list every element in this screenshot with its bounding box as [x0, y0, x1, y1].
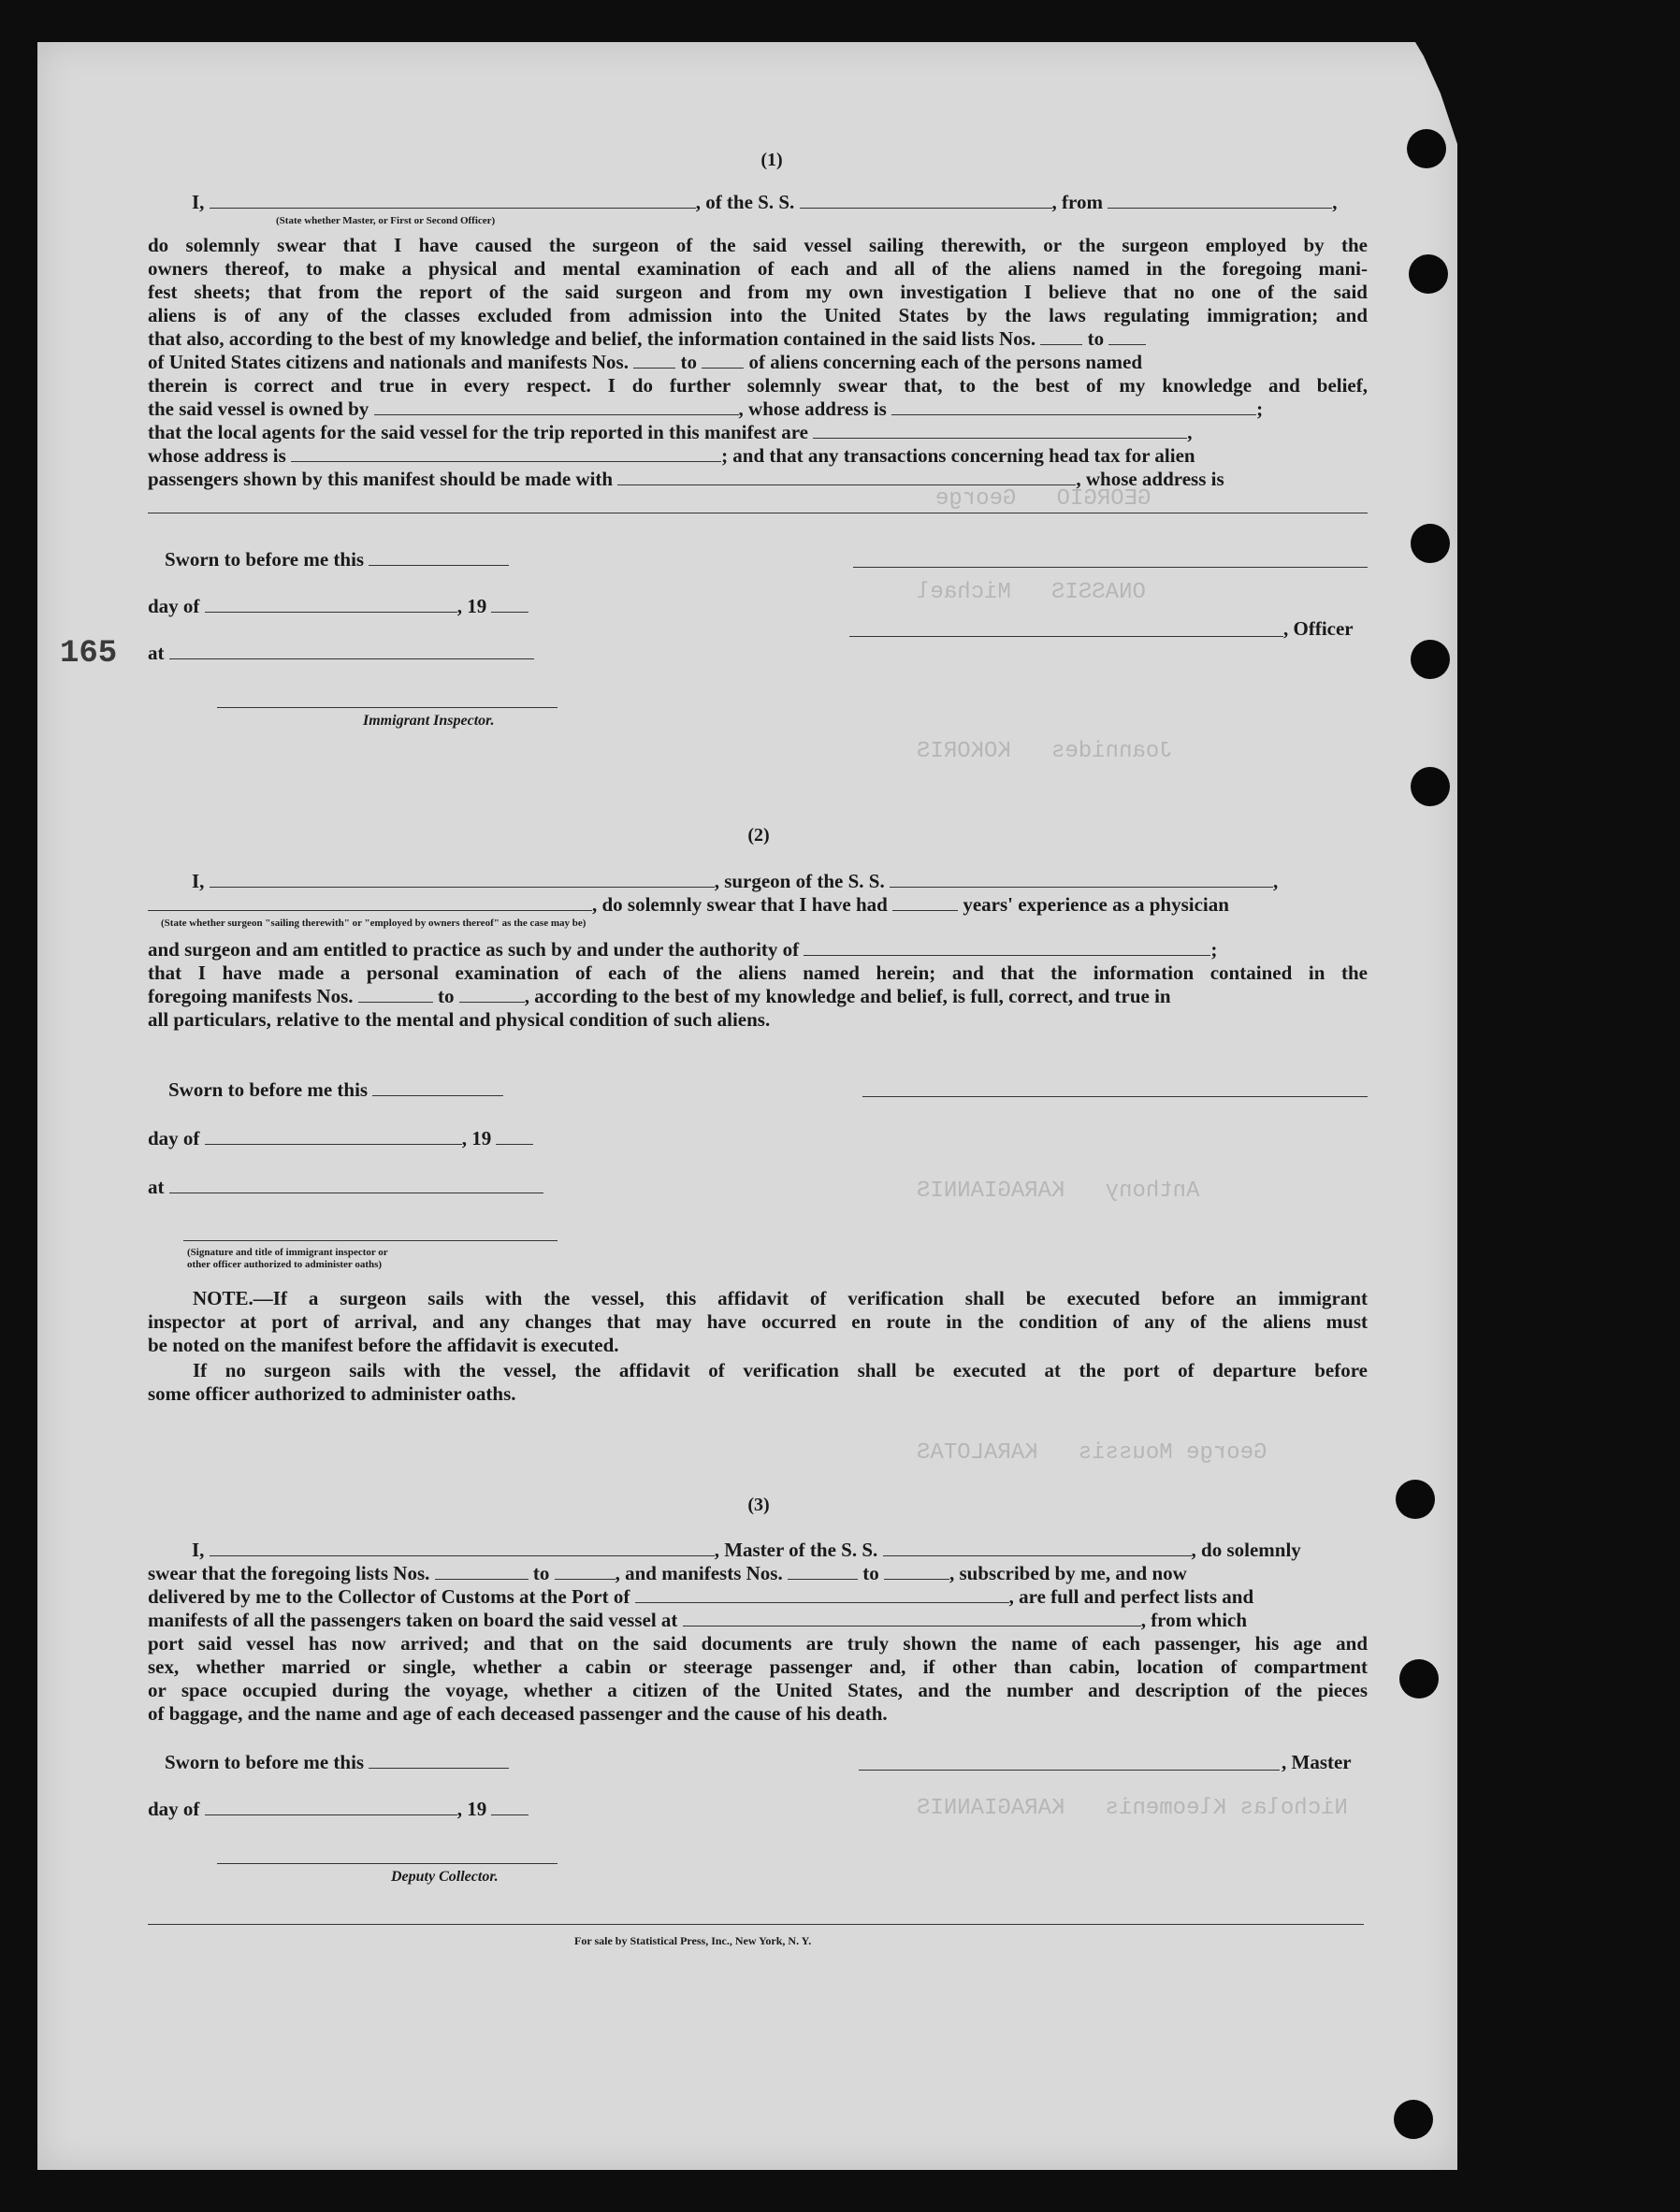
section-3-line4: manifests of all the passengers taken on board the said vessel at , from which: [148, 1609, 1248, 1631]
section-1-number: (1): [760, 150, 783, 170]
section-3-line1: I, , Master of the S. S. , do solemnly: [192, 1539, 1301, 1561]
sworn-day-field[interactable]: [369, 549, 509, 566]
officer-title-field[interactable]: [849, 636, 1283, 637]
manifests-to-field[interactable]: [702, 352, 744, 369]
inspector-label: Immigrant Inspector.: [363, 713, 495, 729]
surgeon-note: (State whether surgeon "sailing therewith" or "employed by owners thereof" as the case may be): [161, 918, 587, 929]
owner-address-field[interactable]: [891, 398, 1256, 415]
surgeon-name-field[interactable]: [210, 871, 715, 888]
note-line-5: some officer authorized to administer oaths.: [148, 1382, 516, 1405]
master-manifests-to-field[interactable]: [884, 1563, 949, 1580]
section-2-line5: foregoing manifests Nos. to , according to the best of my knowledge and belief, is full, correct, and true in: [148, 985, 1171, 1007]
master-name-field[interactable]: [210, 1540, 715, 1556]
section-1-sworn: Sworn to before me this: [165, 548, 509, 571]
punch-hole: [1411, 640, 1450, 679]
punch-hole: [1394, 2100, 1433, 2139]
officer-name-field[interactable]: [210, 192, 696, 209]
note-label: NOTE.: [193, 1287, 253, 1309]
customs-port-field[interactable]: [635, 1586, 1009, 1603]
officer-signature-field[interactable]: [853, 567, 1368, 568]
sworn-year-field[interactable]: [491, 596, 529, 613]
master-vessel-field[interactable]: [883, 1540, 1192, 1556]
punch-hole: [1409, 254, 1448, 294]
collector-signature-field[interactable]: [217, 1863, 558, 1864]
collector-label: Deputy Collector.: [391, 1869, 499, 1885]
section-2-line2: , do solemnly swear that I have had years' experience as a physician: [148, 893, 1229, 917]
lists-from-field[interactable]: [1040, 328, 1082, 345]
sworn-month-field[interactable]: [205, 596, 457, 613]
page-stamp: 165: [60, 636, 118, 672]
sworn-place-field[interactable]: [169, 643, 534, 659]
departure-port-field[interactable]: [1108, 192, 1332, 209]
surgeon-sworn-day-field[interactable]: [372, 1079, 503, 1096]
footer-rule: [148, 1924, 1364, 1925]
surgeon-signature-field[interactable]: [862, 1096, 1368, 1097]
section-2-line1: I, , surgeon of the S. S. ,: [192, 870, 1279, 892]
agents-field[interactable]: [813, 422, 1187, 439]
head-tax-line: passengers shown by this manifest should be made with , whose address is: [148, 468, 1224, 490]
master-lists-from-field[interactable]: [435, 1563, 529, 1580]
note-line-4: If no surgeon sails with the vessel, the affidavit of verification shall be executed at the port of departure before: [193, 1359, 1368, 1381]
agents-address-field[interactable]: [291, 445, 721, 462]
torn-corner: [1384, 37, 1459, 150]
inspector-signature-field[interactable]: [217, 707, 558, 708]
manifests-from-field[interactable]: [633, 352, 675, 369]
punch-hole: [1411, 767, 1450, 806]
printer-imprint: For sale by Statistical Press, Inc., New York, N. Y.: [574, 1934, 812, 1947]
surgeon-sworn-place-field[interactable]: [169, 1177, 543, 1193]
punch-hole: [1411, 524, 1450, 563]
section-2-number: (2): [747, 825, 770, 846]
agents-address-line: whose address is ; and that any transactions concerning head tax for alien: [148, 444, 1195, 467]
years-experience-field[interactable]: [892, 894, 958, 911]
punch-hole: [1399, 1659, 1439, 1699]
section-1-day: day of , 19: [148, 595, 529, 618]
owned-line: the said vessel is owned by , whose address is ;: [148, 398, 1264, 420]
master-label: , Master: [1282, 1751, 1352, 1773]
note-paragraph: NOTE.—If a surgeon sails with the vessel, this affidavit of verification shall be executed before an immigrant inspector at port of arrival, and any changes that may have occurred en route in the condition of any of the aliens must: [148, 1287, 1368, 1333]
surgeon-manifest-from-field[interactable]: [358, 986, 433, 1003]
section-3-number: (3): [747, 1495, 770, 1515]
surgeon-sworn-year-field[interactable]: [496, 1128, 533, 1145]
therein-line: therein is correct and true in every respect. I do further solemnly swear that, to the best of my knowledge and belief,: [148, 374, 1368, 397]
section-2-sworn: Sworn to before me this: [168, 1078, 503, 1102]
section-1-at: at: [148, 642, 534, 665]
agents-line: that the local agents for the said vessel for the trip reported in this manifest are ,: [148, 421, 1193, 443]
head-tax-contact-field[interactable]: [617, 469, 1076, 485]
master-sworn-day-field[interactable]: [369, 1752, 509, 1769]
section-2-line6: all particulars, relative to the mental and physical condition of such aliens.: [148, 1008, 771, 1031]
section-1-paragraph: do solemnly swear that I have caused the surgeon of the said vessel sailing therewith, or the surgeon employed by the owners thereof, to make a physical and mental examination of each and all of the aliens named in the foregoing mani- fest sheets; that from the report of the said surgeon and from my own investigation I believe that no one of the said aliens is of any of the classes excluded from admission into the United States by the laws regulating immigration; and: [148, 234, 1368, 326]
lists-line: that also, according to the best of my knowledge and belief, the information contained in the said lists Nos. to: [148, 327, 1146, 351]
punch-hole: [1396, 1480, 1435, 1519]
section-2-day: day of , 19: [148, 1127, 533, 1150]
surgeon-sworn-month-field[interactable]: [205, 1128, 462, 1145]
section-3-day: day of , 19: [148, 1798, 529, 1821]
master-signature-field[interactable]: [859, 1770, 1280, 1771]
manifests-line: of United States citizens and nationals and manifests Nos. to of aliens concerning each of the persons named: [148, 351, 1143, 373]
section-3-paragraph: port said vessel has now arrived; and that on the said documents are truly shown the name of each passenger, his age and sex, whether married or single, whether a cabin or steerage passenger and, if other than cabin, location of compartment or space occupied during the voyage, whether a citizen of the United States, and the number and description of the pieces: [148, 1632, 1368, 1701]
signature-note-1: (Signature and title of immigrant inspector or: [187, 1247, 388, 1258]
note-line-3: be noted on the manifest before the affidavit is executed.: [148, 1334, 619, 1356]
master-lists-to-field[interactable]: [555, 1563, 616, 1580]
section-2-line4: that I have made a personal examination of each of the aliens named herein; and that the information contained in the: [148, 961, 1368, 984]
embarkation-port-field[interactable]: [683, 1610, 1141, 1626]
officer-note: (State whether Master, or First or Second Officer): [276, 215, 496, 226]
section-3-last-line: of baggage, and the name and age of each deceased passenger and the cause of his death.: [148, 1702, 888, 1725]
signature-note-2: other officer authorized to administer oaths): [187, 1259, 383, 1270]
section-2-line3: and surgeon and am entitled to practice as such by and under the authority of ;: [148, 938, 1218, 961]
master-sworn-year-field[interactable]: [491, 1799, 529, 1815]
authority-field[interactable]: [804, 939, 1210, 956]
vessel-name-field[interactable]: [800, 192, 1052, 209]
surgeon-status-field[interactable]: [148, 894, 592, 911]
section-3-sworn: Sworn to before me this: [165, 1751, 509, 1774]
lists-to-field[interactable]: [1108, 328, 1146, 345]
officer-label: , Officer: [1283, 617, 1354, 640]
owner-field[interactable]: [374, 398, 739, 415]
section-1-oath-line: I, , of the S. S. , from ,: [192, 191, 1338, 213]
surgeon-vessel-field[interactable]: [890, 871, 1273, 888]
master-manifests-from-field[interactable]: [788, 1563, 858, 1580]
section-3-line3: delivered by me to the Collector of Customs at the Port of , are full and perfect lists and: [148, 1585, 1254, 1608]
master-sworn-month-field[interactable]: [205, 1799, 457, 1815]
section-3-line2: swear that the foregoing lists Nos. to , and manifests Nos. to , subscribed by me, and now: [148, 1562, 1187, 1584]
surgeon-manifest-to-field[interactable]: [459, 986, 525, 1003]
administering-officer-signature-field[interactable]: [183, 1240, 558, 1241]
section-2-at: at: [148, 1176, 543, 1199]
